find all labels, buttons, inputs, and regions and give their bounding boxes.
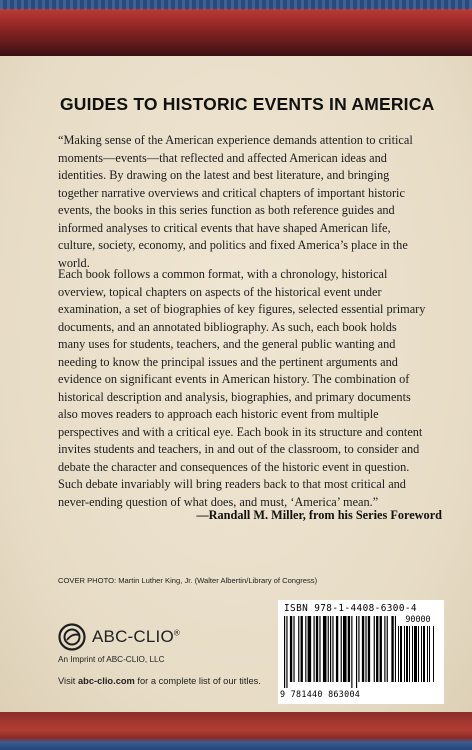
abc-clio-globe-icon bbox=[58, 623, 86, 651]
barcode-label bbox=[278, 600, 444, 704]
publisher-logo-text: ABC-CLIO® bbox=[92, 627, 181, 646]
publisher-website-link: abc-clio.com bbox=[77, 676, 135, 686]
publisher-logo bbox=[58, 623, 208, 651]
foreword-attribution: —Randall M. Miller, from his Series Foreword bbox=[196, 508, 442, 522]
bottom-decorative-band bbox=[0, 712, 472, 750]
foreword-paragraph-1: “Making sense of the American experience demands attention to critical moments—events—that reflected and affected American ideas and identities. By drawing on the latest and best literature, and bringing together narrative overviews and critical chapters of important historic events, the books in this series function as both reference guides and informed analyses to critical events that have shaped American life, culture, society, economy, and politics and fixed America’s place in the world. bbox=[58, 133, 413, 270]
foreword-paragraph-2: Each book follows a common format, with a chronology, historical overview, topical chapters on aspects of the historical event under examination, a set of biographies of key figures, selected essential primary documents, and an annotated bibliography. As such, each book holds many uses for students, teachers, and the general public wanting and needing to know the principal issues and the pertinent arguments and evidence on significant events in American history. The combination of historical description and analysis, biographies, and primary documents also moves readers to approach each historic event from multiple perspectives and with a critical eye. Each book in its structure and content invites students and teachers, in and out of the classroom, to consider and debate the character and consequences of the historic event in question. Such debate invariably will bring readers back to that most critical and never-ending question of what does, and must, ‘America’ mean.” bbox=[58, 267, 426, 509]
ean-number: 9 781440 863004 bbox=[280, 689, 361, 699]
top-decorative-band bbox=[0, 0, 472, 56]
publisher-website-line: Visit abc-clio.com for a complete list of our titles. bbox=[58, 676, 261, 686]
publisher-imprint: An Imprint of ABC-CLIO, LLC bbox=[58, 655, 165, 664]
ean-barcode bbox=[284, 616, 396, 688]
addon-barcode bbox=[398, 626, 438, 688]
barcode-addon-number: 90000 bbox=[405, 614, 431, 624]
series-heading: GUIDES TO HISTORIC EVENTS IN AMERICA bbox=[60, 94, 435, 114]
isbn-text: ISBN 978-1-4408-6300-4 bbox=[284, 603, 417, 614]
cover-photo-credit: COVER PHOTO: Martin Luther King, Jr. (Walter Albertin/Library of Congress) bbox=[58, 576, 318, 585]
